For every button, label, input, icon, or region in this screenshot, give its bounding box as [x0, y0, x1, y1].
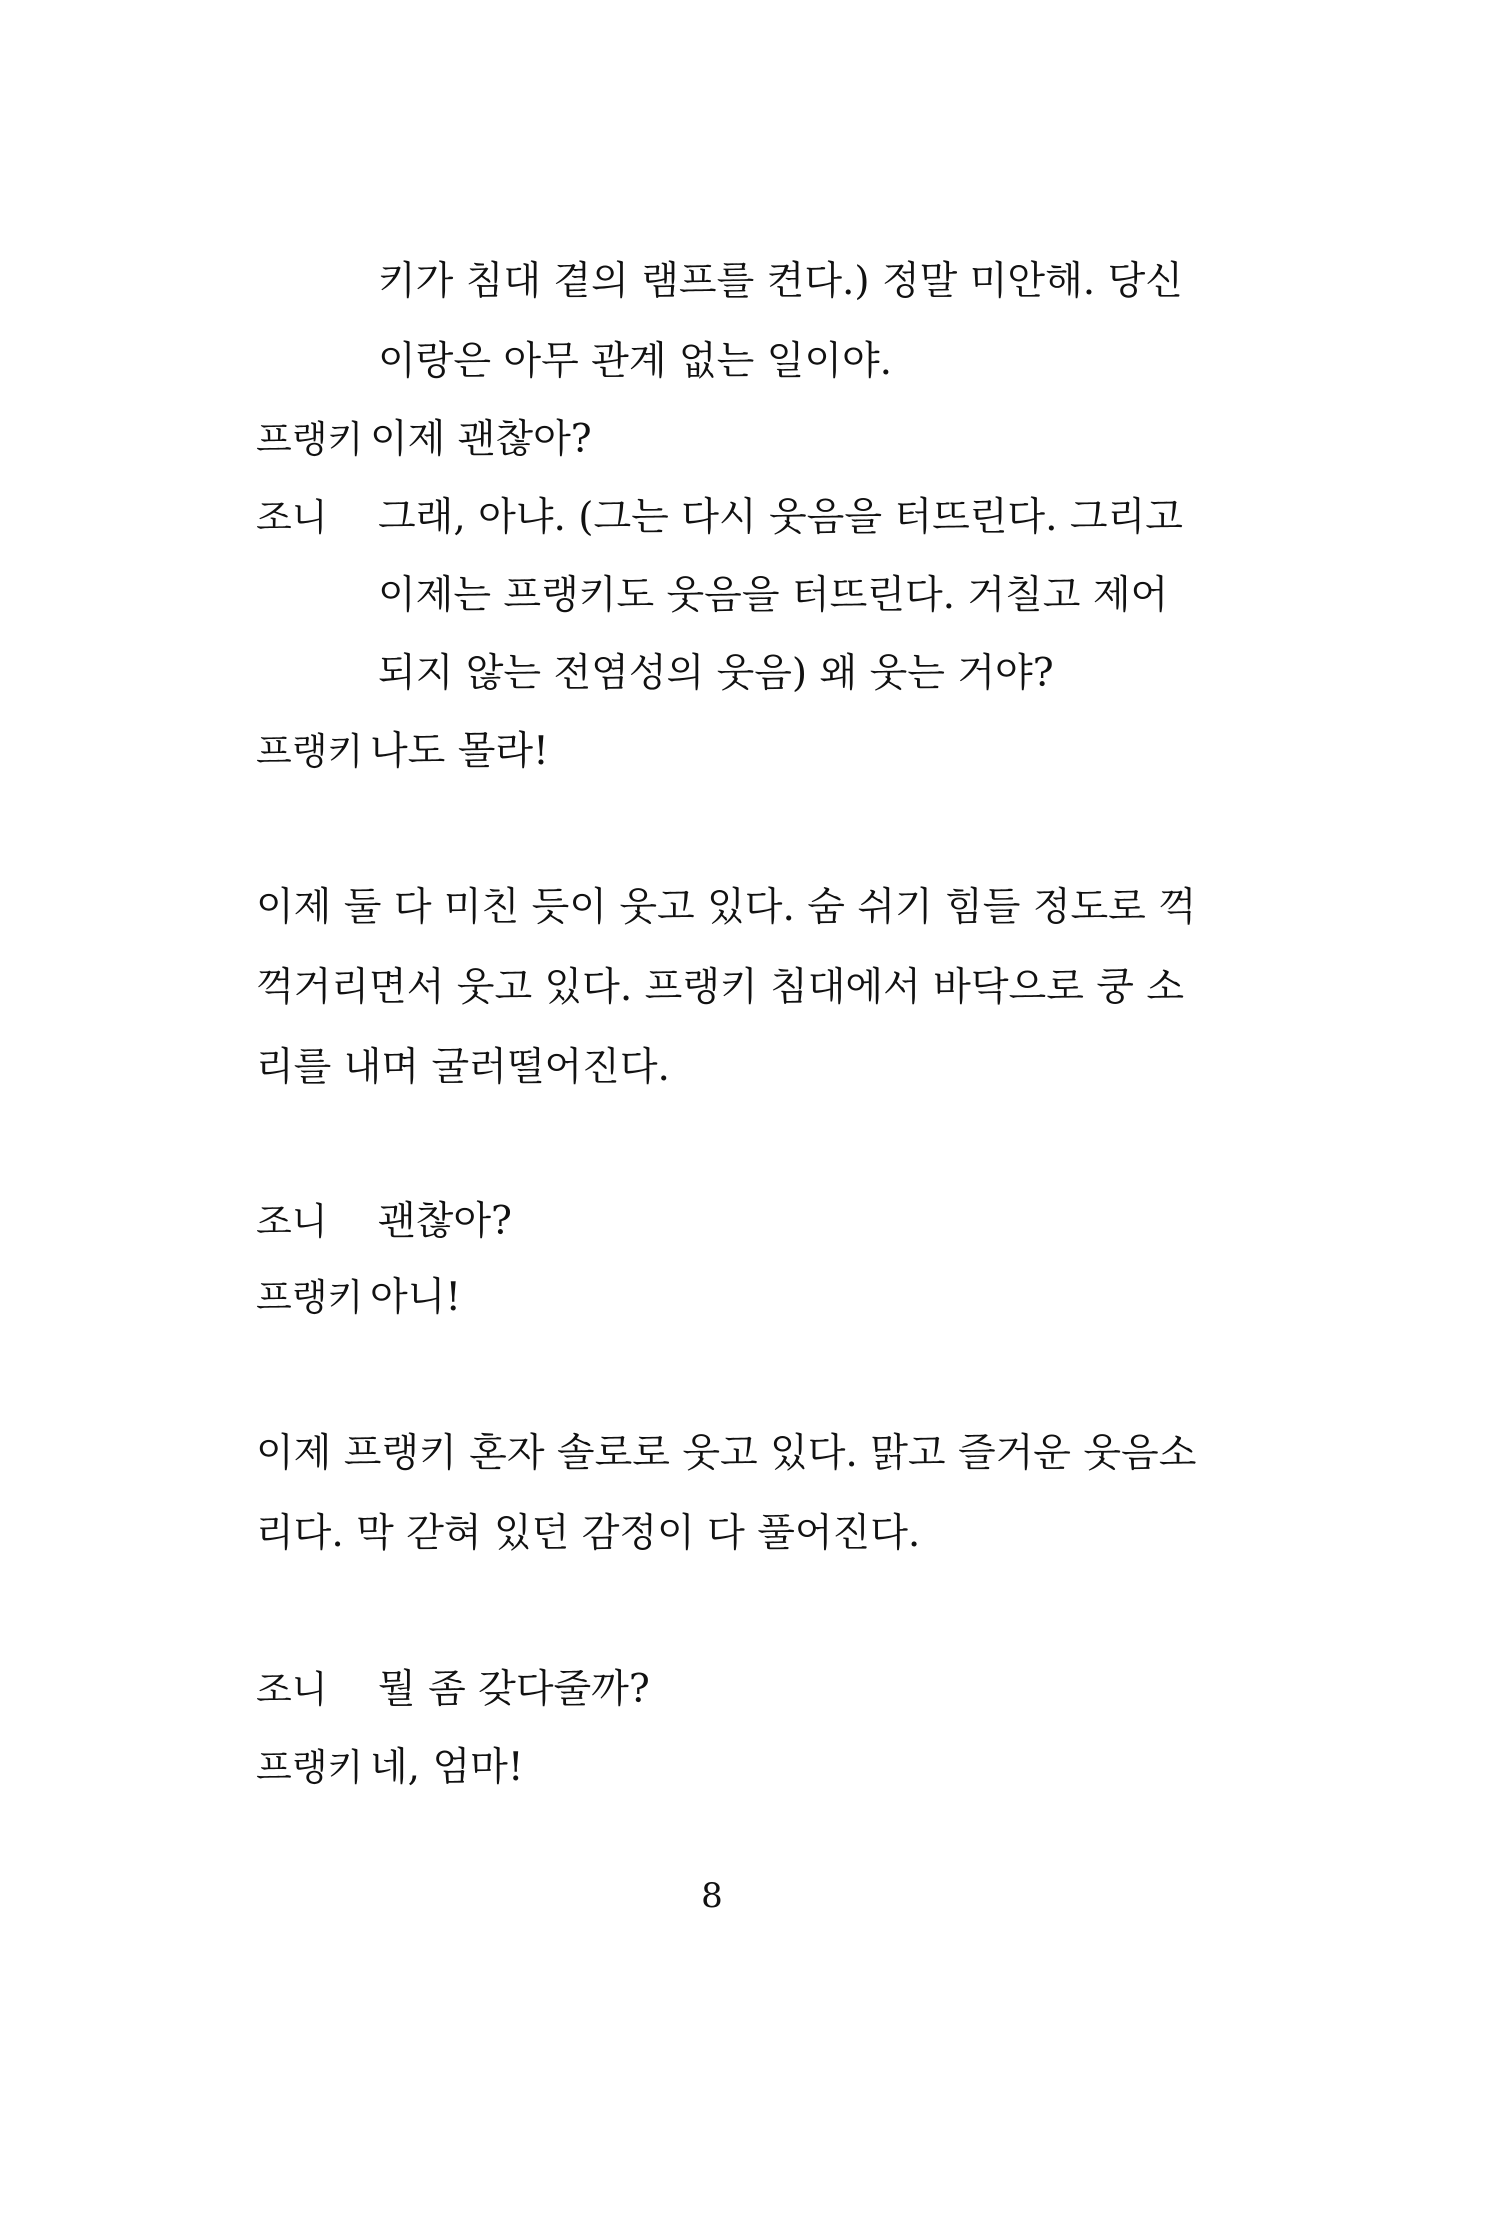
- stage-direction-line: 꺽거리면서 웃고 있다. 프랭키 침대에서 바닥으로 쿵 소: [256, 965, 1185, 1010]
- dialogue-line: 뭘 좀 갖다줄까?: [378, 1667, 650, 1712]
- speaker-name: 프랭키: [256, 418, 364, 461]
- speaker-name: 프랭키: [256, 730, 364, 773]
- speaker-name: 프랭키: [256, 1746, 364, 1789]
- speaker-name: 프랭키: [256, 1276, 364, 1319]
- dialogue-line: 키가 침대 곁의 램프를 켠다.) 정말 미안해. 당신: [378, 259, 1183, 304]
- dialogue-line: 나도 몰라!: [370, 729, 549, 774]
- dialogue-line: 되지 않는 전염성의 웃음) 왜 웃는 거야?: [378, 651, 1054, 696]
- speaker-name: 조니: [256, 1668, 328, 1711]
- dialogue-line: 괜찮아?: [378, 1199, 512, 1244]
- dialogue-line: 네, 엄마!: [370, 1745, 524, 1790]
- speaker-name: 조니: [256, 496, 328, 539]
- stage-direction-line: 리를 내며 굴러떨어진다.: [256, 1045, 670, 1090]
- dialogue-line: 이제는 프랭키도 웃음을 터뜨린다. 거칠고 제어: [378, 573, 1169, 618]
- dialogue-line: 이랑은 아무 관계 없는 일이야.: [378, 339, 893, 384]
- dialogue-line: 그래, 아냐. (그는 다시 웃음을 터뜨린다. 그리고: [378, 495, 1183, 540]
- dialogue-line: 아니!: [370, 1275, 462, 1320]
- dialogue-line: 이제 괜찮아?: [370, 417, 592, 462]
- page-number: 8: [701, 1876, 723, 1916]
- stage-direction-line: 이제 둘 다 미친 듯이 웃고 있다. 숨 쉬기 힘들 정도로 꺽: [256, 885, 1196, 930]
- speaker-name: 조니: [256, 1200, 328, 1243]
- stage-direction-line: 리다. 막 갇혀 있던 감정이 다 풀어진다.: [256, 1511, 921, 1556]
- stage-direction-line: 이제 프랭키 혼자 솔로로 웃고 있다. 맑고 즐거운 웃음소: [256, 1431, 1197, 1476]
